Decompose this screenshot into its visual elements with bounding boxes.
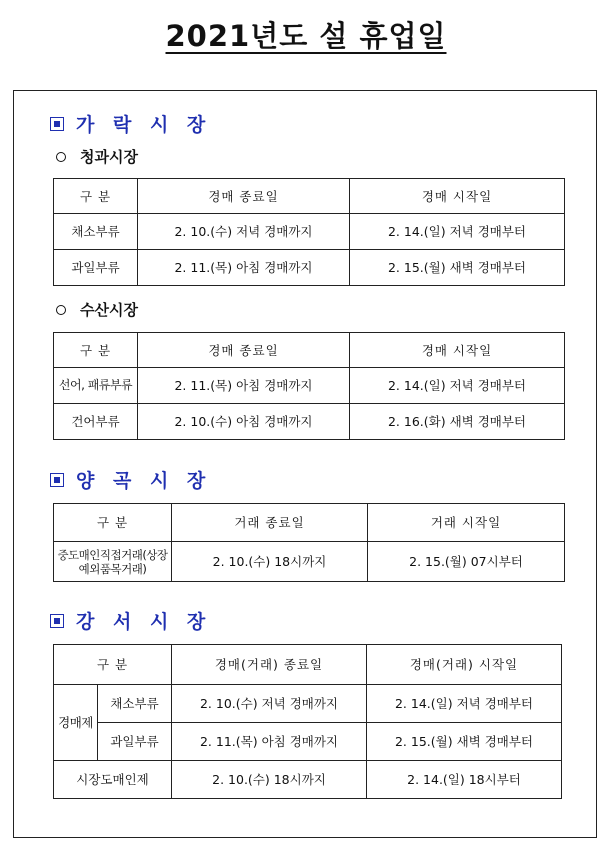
column-header: 경매 시작일: [350, 179, 565, 214]
column-header: 구 분: [54, 179, 138, 214]
square-bullet-icon: [50, 614, 64, 628]
cheonggwa-table: [53, 178, 565, 286]
table-cell: 2. 16.(화) 새벽 경매부터: [350, 404, 565, 440]
table-cell: 중도매인직접거래(상장예외품목거래): [54, 542, 172, 582]
table-cell: 2. 14.(일) 저녁 경매부터: [367, 685, 562, 723]
circle-bullet-icon: [56, 305, 66, 315]
square-bullet-icon: [50, 473, 64, 487]
cheonggwa-subheading: [56, 146, 138, 167]
table-row: [54, 542, 565, 582]
column-header: 거래 시작일: [368, 504, 565, 542]
column-header: 경매 시작일: [350, 333, 565, 368]
column-header: 경매(거래) 종료일: [172, 645, 367, 685]
yanggok-table: [53, 503, 565, 582]
yanggok-heading-text: 양 곡 시 장: [76, 470, 212, 492]
column-header: 거래 종료일: [172, 504, 368, 542]
gangseo-heading: [50, 607, 211, 634]
column-header: 경매 종료일: [138, 179, 350, 214]
susan-subheading: [56, 299, 138, 320]
table-cell: 2. 10.(수) 저녁 경매까지: [138, 214, 350, 250]
table-cell: 2. 10.(수) 아침 경매까지: [138, 404, 350, 440]
group-label-cell: 경매제: [54, 685, 98, 761]
table-cell: 2. 11.(목) 아침 경매까지: [138, 368, 350, 404]
table-cell: 2. 10.(수) 18시까지: [172, 542, 368, 582]
table-cell: 2. 14.(일) 저녁 경매부터: [350, 368, 565, 404]
susan-table: [53, 332, 565, 440]
table-cell: 2. 10.(수) 18시까지: [172, 761, 367, 799]
table-cell: 건어부류: [54, 404, 138, 440]
table-cell: 2. 15.(월) 07시부터: [368, 542, 565, 582]
table-header-row: [54, 645, 562, 685]
column-header: 경매 종료일: [138, 333, 350, 368]
column-header: 구 분: [54, 333, 138, 368]
square-bullet-icon: [50, 117, 64, 131]
table-header-row: [54, 333, 565, 368]
table-header-row: [54, 179, 565, 214]
susan-subheading-text: 수산시장: [80, 301, 138, 319]
table-row: [54, 685, 562, 723]
table-cell: 과일부류: [98, 723, 172, 761]
page-title: [0, 14, 612, 55]
cheonggwa-subheading-text: 청과시장: [80, 148, 138, 166]
table-row: [54, 761, 562, 799]
garak-heading-text: 가 락 시 장: [76, 114, 212, 136]
table-row: [54, 250, 565, 286]
table-cell: 2. 15.(월) 새벽 경매부터: [367, 723, 562, 761]
table-cell: 채소부류: [54, 214, 138, 250]
page-title-text: 2021년도 설 휴업일: [165, 19, 447, 53]
table-cell: 2. 14.(일) 18시부터: [367, 761, 562, 799]
column-header: 경매(거래) 시작일: [367, 645, 562, 685]
table-cell: 채소부류: [98, 685, 172, 723]
table-row: [54, 404, 565, 440]
table-cell: 시장도매인제: [54, 761, 172, 799]
table-cell: 2. 15.(월) 새벽 경매부터: [350, 250, 565, 286]
table-row: [54, 368, 565, 404]
table-header-row: [54, 504, 565, 542]
table-row: [54, 723, 562, 761]
gangseo-heading-text: 강 서 시 장: [76, 611, 212, 633]
table-cell: 2. 10.(수) 저녁 경매까지: [172, 685, 367, 723]
table-row: [54, 214, 565, 250]
gangseo-table: [53, 644, 562, 799]
column-header: 구 분: [54, 504, 172, 542]
circle-bullet-icon: [56, 152, 66, 162]
garak-heading: [50, 110, 211, 137]
table-cell: 2. 11.(목) 아침 경매까지: [138, 250, 350, 286]
table-cell: 2. 11.(목) 아침 경매까지: [172, 723, 367, 761]
table-cell: 과일부류: [54, 250, 138, 286]
table-cell: 2. 14.(일) 저녁 경매부터: [350, 214, 565, 250]
yanggok-heading: [50, 466, 211, 493]
table-cell: 선어, 패류부류: [54, 368, 138, 404]
column-header: 구 분: [54, 645, 172, 685]
